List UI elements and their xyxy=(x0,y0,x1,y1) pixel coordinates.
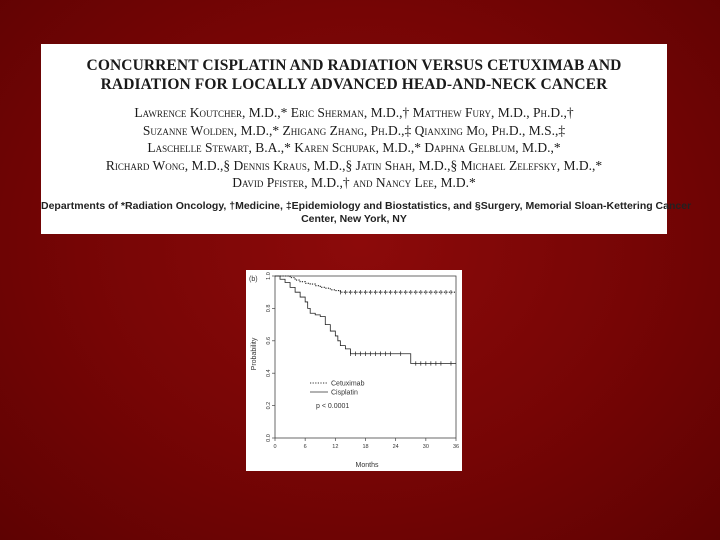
x-tick-label: 36 xyxy=(452,444,460,450)
author-line-5: David Pfister, M.D.,† and Nancy Lee, M.D.* xyxy=(232,175,476,190)
legend-label-cisplatin: Cisplatin xyxy=(331,389,358,397)
paper-title xyxy=(41,56,667,94)
y-tick-label: 0.6 xyxy=(266,336,272,345)
author-line-2: Suzanne Wolden, M.D.,* Zhigang Zhang, Ph.D.,‡ Qianxing Mo, Ph.D., M.S.,‡ xyxy=(142,122,566,138)
affiliations xyxy=(41,199,692,226)
legend-label-cetuximab: Cetuximab xyxy=(331,380,365,388)
x-tick-label: 24 xyxy=(392,444,399,450)
survival-plot-card xyxy=(246,270,462,471)
plot-frame xyxy=(275,276,456,438)
y-tick-label: 1.0 xyxy=(266,272,272,280)
x-tick-label: 0 xyxy=(273,444,277,450)
panel-label: (b) xyxy=(249,276,258,283)
y-axis-label: Probability xyxy=(251,337,258,371)
title-line-2: RADIATION FOR LOCALLY ADVANCED HEAD-AND-NECK CANCER xyxy=(100,76,608,93)
x-tick-label: 12 xyxy=(332,444,339,450)
p-value-annotation: p < 0.0001 xyxy=(316,403,350,410)
chart-legend xyxy=(310,381,365,411)
title-line-1: CONCURRENT CISPLATIN AND RADIATION VERSUS CETUXIMAB AND xyxy=(86,57,622,74)
y-tick-label: 0.8 xyxy=(266,304,272,313)
paper-header xyxy=(41,44,692,234)
km-line-cetuximab xyxy=(275,276,456,292)
author-line-4: Richard Wong, M.D.,§ Dennis Kraus, M.D.,§ Jatin Shah, M.D.,§ Michael Zelefsky, M.D.,* xyxy=(105,157,603,173)
affiliation-line-1: Departments of *Radiation Oncology, †Medicine, ‡Epidemiology and Biostatistics, and §Surgery, Memorial Sloan-Kettering Cancer xyxy=(41,199,692,212)
x-tick-label: 18 xyxy=(362,444,369,450)
y-tick-label: 0.0 xyxy=(266,434,272,442)
x-tick-label: 6 xyxy=(303,444,307,450)
km-line-cisplatin xyxy=(275,276,456,363)
y-tick-label: 0.2 xyxy=(266,401,272,410)
km-survival-chart xyxy=(246,270,462,471)
author-line-1: Lawrence Koutcher, M.D.,* Eric Sherman, M.D.,† Matthew Fury, M.D., Ph.D.,† xyxy=(134,105,574,120)
y-tick-label: 0.4 xyxy=(266,369,272,378)
author-list xyxy=(41,104,667,192)
x-tick-label: 30 xyxy=(422,444,429,450)
x-axis-label: Months xyxy=(355,462,379,469)
affiliation-line-2: Center, New York, NY xyxy=(301,212,407,225)
author-line-3: Laschelle Stewart, B.A.,* Karen Schupak, M.D.,* Daphna Gelblum, M.D.,* xyxy=(147,140,561,155)
